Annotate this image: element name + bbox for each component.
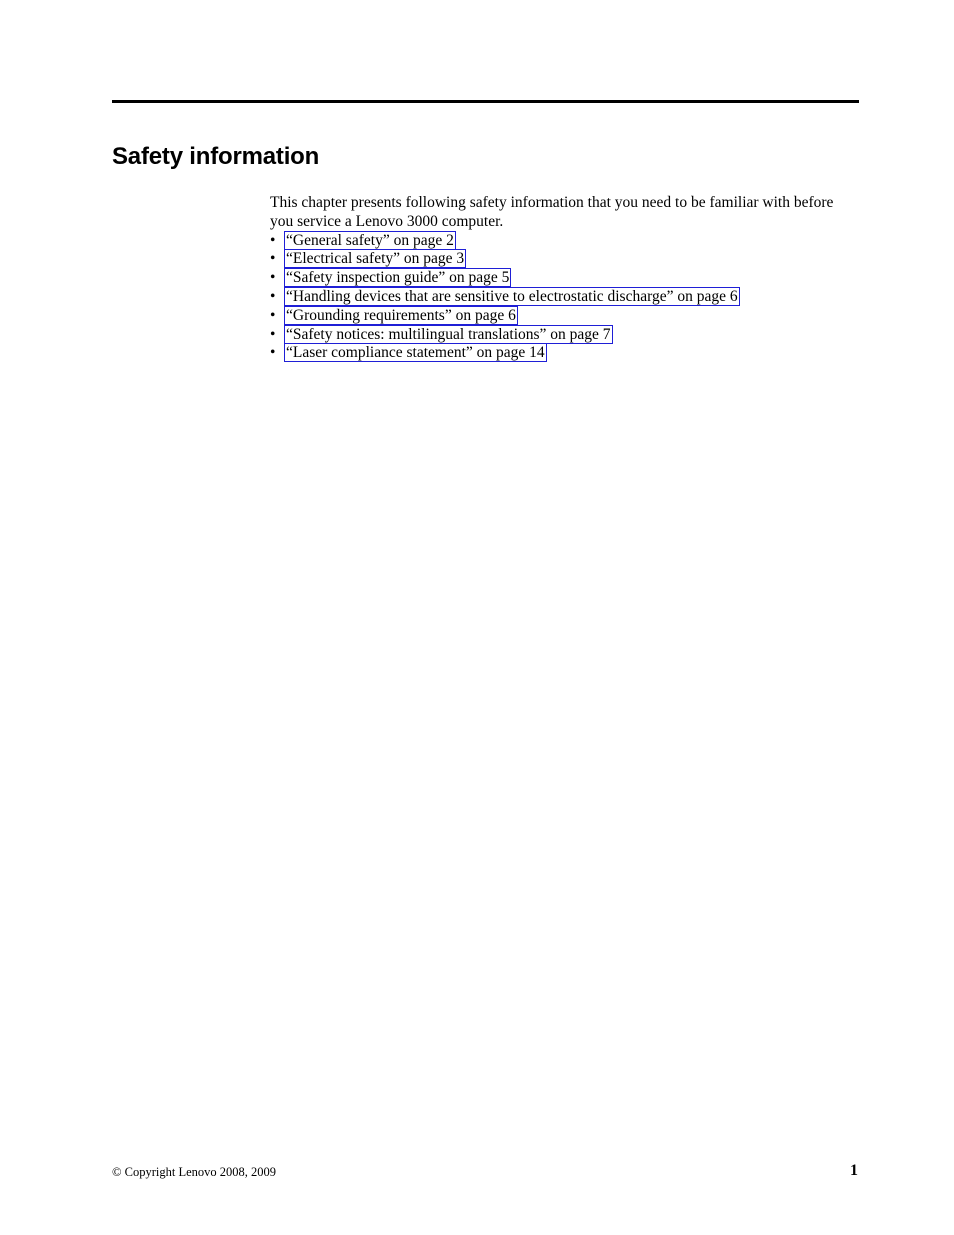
link-handling-esd-devices[interactable]: “Handling devices that are sensitive to electrostatic discharge” on page 6: [286, 287, 738, 305]
safety-topics-list: [270, 232, 850, 364]
bullet-icon: •: [270, 325, 276, 343]
chapter-top-rule: [112, 100, 859, 103]
list-item: [270, 269, 850, 288]
chapter-body: [270, 194, 850, 363]
link-general-safety[interactable]: “General safety” on page 2: [286, 231, 454, 249]
link-safety-inspection-guide[interactable]: “Safety inspection guide” on page 5: [286, 269, 510, 287]
list-item: [270, 288, 850, 307]
link-safety-notices-translations[interactable]: “Safety notices: multilingual translations” on page 7: [286, 325, 611, 343]
list-item: [270, 307, 850, 326]
chapter-title: Safety information: [112, 143, 320, 170]
bullet-icon: •: [270, 269, 276, 287]
page-number: 1: [850, 1162, 858, 1179]
list-item: [270, 232, 850, 251]
bullet-icon: •: [270, 344, 276, 362]
list-item: [270, 344, 850, 363]
link-laser-compliance-statement[interactable]: “Laser compliance statement” on page 14: [286, 344, 545, 362]
list-item: [270, 326, 850, 345]
bullet-icon: •: [270, 287, 276, 305]
bullet-icon: •: [270, 250, 276, 268]
link-electrical-safety[interactable]: “Electrical safety” on page 3: [286, 250, 465, 268]
bullet-icon: •: [270, 231, 276, 249]
footer-copyright: © Copyright Lenovo 2008, 2009: [112, 1165, 277, 1179]
intro-paragraph: This chapter presents following safety information that you need to be familiar with before you service a Lenovo 3000 computer.: [270, 194, 834, 230]
list-item: [270, 250, 850, 269]
bullet-icon: •: [270, 306, 276, 324]
link-grounding-requirements[interactable]: “Grounding requirements” on page 6: [286, 306, 516, 324]
